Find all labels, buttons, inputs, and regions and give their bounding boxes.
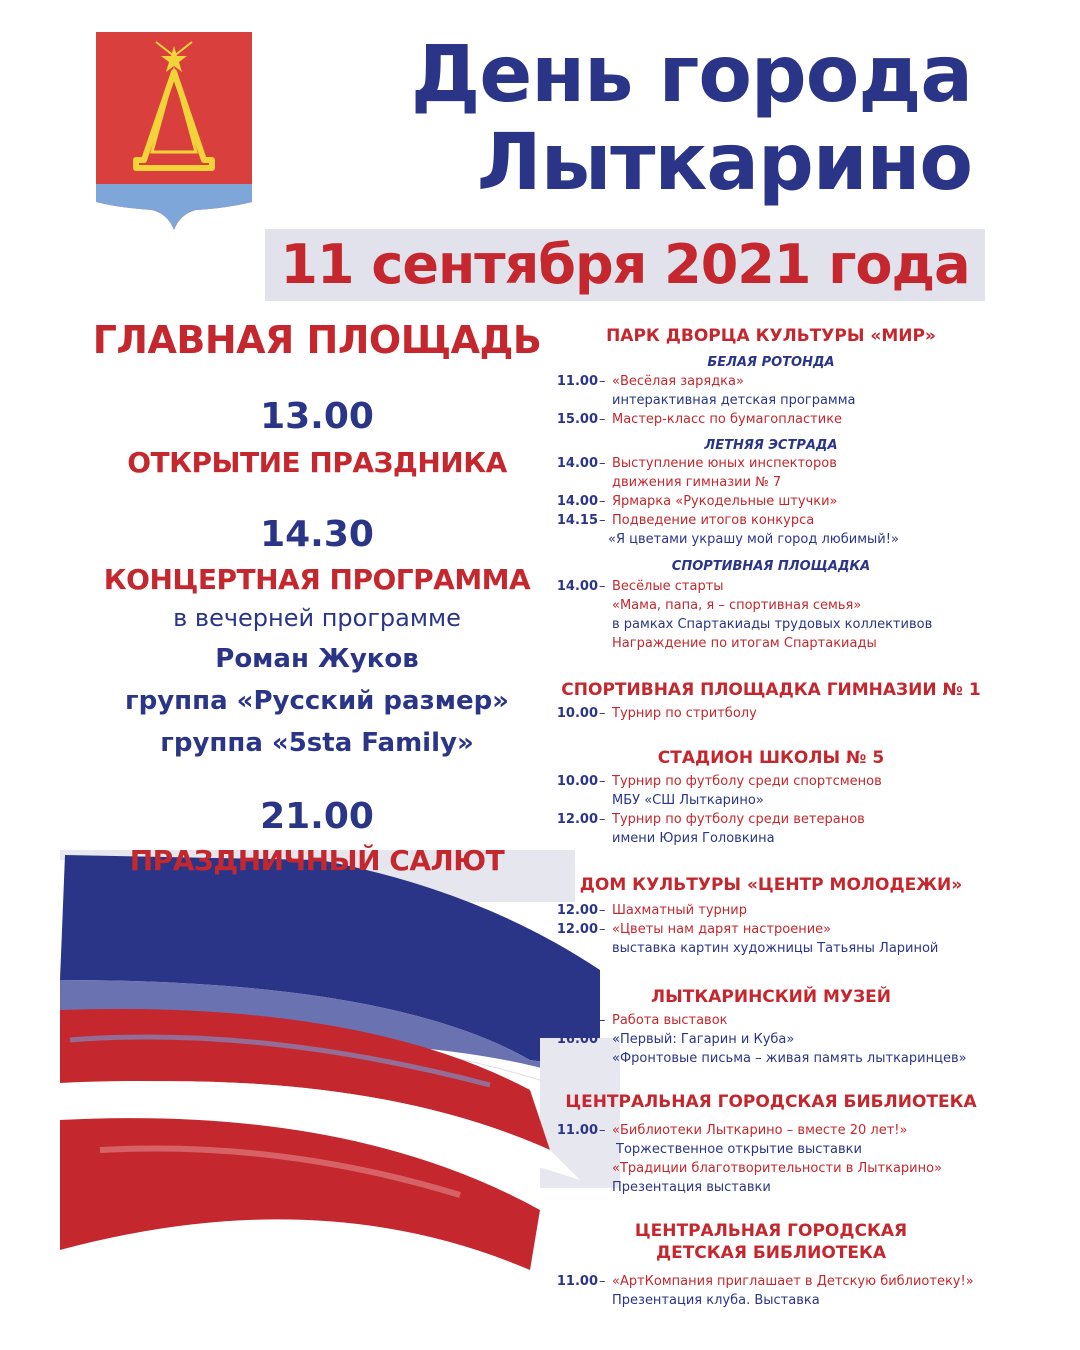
opening-event: ОТКРЫТИЕ ПРАЗДНИКА — [127, 446, 507, 479]
venue-kids-library-heading-line2: ДЕТСКАЯ БИБЛИОТЕКА — [655, 1243, 887, 1263]
subvenue-rotonda: БЕЛАЯ РОТОНДА — [707, 355, 835, 370]
venue-museum-heading: ЛЫТКАРИНСКИЙ МУЗЕЙ — [651, 987, 891, 1007]
schedule-item-cont: «Я цветами украшу мой город любимый!» — [608, 532, 899, 547]
schedule-item-cont: «Фронтовые письма – живая память лыткаринцев» — [612, 1051, 967, 1066]
schedule-item-cont: в рамках Спартакиады трудовых коллективов — [612, 617, 933, 632]
artist-3: группа «5sta Family» — [160, 728, 474, 758]
fireworks-event: ПРАЗДНИЧНЫЙ САЛЮТ — [129, 844, 505, 877]
artist-1: Роман Жуков — [215, 644, 419, 674]
venue-gymnasium-heading: СПОРТИВНАЯ ПЛОЩАДКА ГИМНАЗИИ № 1 — [561, 680, 981, 700]
venue-youth-center-heading: ДОМ КУЛЬТУРЫ «ЦЕНТР МОЛОДЕЖИ» — [579, 875, 963, 895]
venue-stadium-heading: СТАДИОН ШКОЛЫ № 5 — [657, 748, 885, 768]
schedule-item-cont: интерактивная детская программа — [612, 393, 856, 408]
subvenue-estrada: ЛЕТНЯЯ ЭСТРАДА — [704, 438, 838, 453]
schedule-item-cont: имени Юрия Головкина — [612, 831, 775, 846]
venue-park-heading: ПАРК ДВОРЦА КУЛЬТУРЫ «МИР» — [606, 326, 936, 346]
subvenue-sport: СПОРТИВНАЯ ПЛОЩАДКА — [671, 559, 871, 574]
schedule-item-cont: выставка картин художницы Татьяны Лариной — [612, 941, 939, 956]
schedule-item-cont: Торжественное открытие выставки — [616, 1142, 862, 1157]
main-square-heading: ГЛАВНАЯ ПЛОЩАДЬ — [92, 318, 542, 362]
russian-flag-brushstroke-icon — [60, 850, 620, 1330]
event-date: 11 сентября 2021 года — [280, 233, 970, 296]
schedule-item-cont: движения гимназии № 7 — [612, 475, 782, 490]
schedule-item-cont: Награждение по итогам Спартакиады — [612, 636, 877, 651]
venue-central-library-heading: ЦЕНТРАЛЬНАЯ ГОРОДСКАЯ БИБЛИОТЕКА — [565, 1092, 977, 1112]
schedule-item-cont: «Традиции благотворительности в Лыткарино» — [612, 1161, 943, 1176]
concert-event: КОНЦЕРТНАЯ ПРОГРАММА — [103, 563, 531, 596]
schedule-item-cont: «Мама, папа, я – спортивная семья» — [612, 598, 862, 613]
venue-kids-library-heading-line1: ЦЕНТРАЛЬНАЯ ГОРОДСКАЯ — [634, 1221, 908, 1241]
evening-program-note: в вечерней программе — [173, 604, 461, 632]
schedule-item-cont: Презентация выставки — [612, 1180, 771, 1195]
city-coat-of-arms-icon — [96, 32, 252, 232]
schedule-item-cont: МБУ «СШ Лыткарино» — [612, 793, 764, 808]
page-title-line1: День города — [410, 30, 972, 120]
artist-2: группа «Русский размер» — [125, 686, 509, 716]
schedule-item-cont: Презентация клуба. Выставка — [612, 1293, 820, 1308]
page-title-line2: Лыткарино — [476, 118, 972, 208]
fireworks-time: 21.00 — [260, 796, 374, 837]
opening-time: 13.00 — [260, 396, 374, 437]
concert-time: 14.30 — [260, 514, 374, 555]
